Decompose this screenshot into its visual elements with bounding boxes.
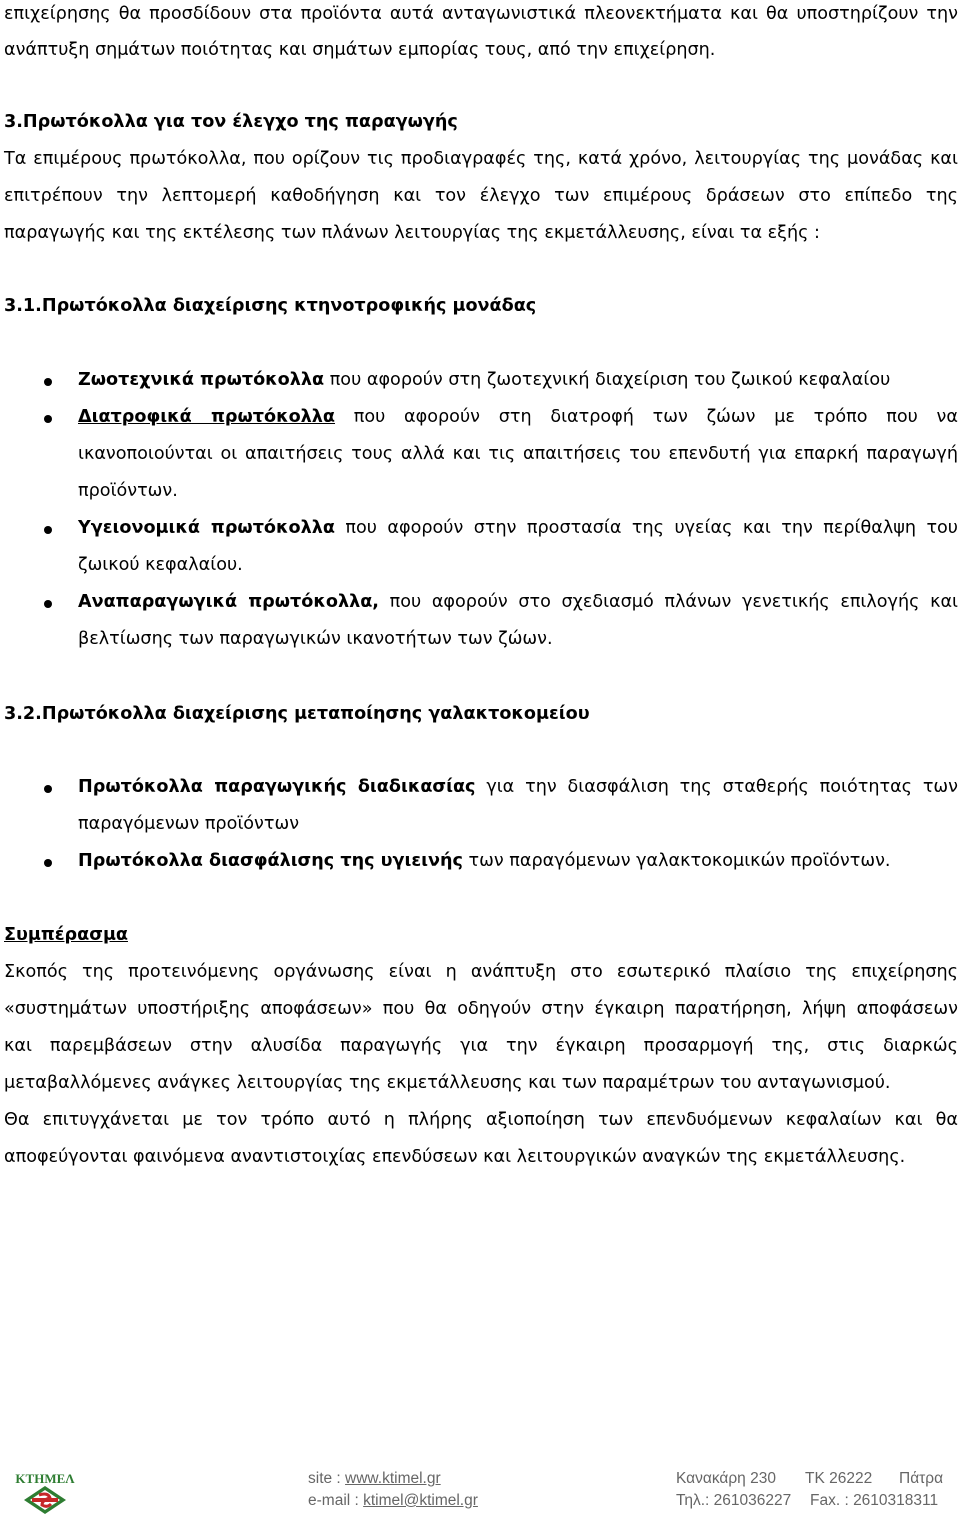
list-item (78, 407, 958, 427)
bullet-icon (44, 526, 52, 534)
section-3-heading: 3.Πρωτόκολλα για τον έλεγχο της παραγωγής (4, 112, 458, 132)
list-item-title: Υγειονομικά πρωτόκολλα (78, 518, 335, 538)
list-item-title: Πρωτόκολλα παραγωγικής διαδικασίας (78, 777, 476, 797)
section-3-1-heading: 3.1.Πρωτόκολλα διαχείρισης κτηνοτροφικής μονάδας (4, 296, 537, 316)
list-item (78, 518, 958, 538)
list-item-title: Ζωοτεχνικά πρωτόκολλα (78, 370, 325, 390)
conclusion-p1-line-3: και παρεμβάσεων στην αλυσίδα παραγωγής για την έγκαιρη προσαρμογή της, στις διαρκώς (4, 1036, 958, 1056)
conclusion-p1-line-4: μεταβαλλόμενες ανάγκες λειτουργίας της εκμετάλλευσης και των παραμέτρων του ανταγωνισμού. (4, 1073, 891, 1093)
list-item-text: των παραγόμενων γαλακτοκομικών προϊόντων. (462, 851, 891, 871)
conclusion-p2-line-1: Θα επιτυγχάνεται με τον τρόπο αυτό η πλήρης αξιοποίηση των επενδυόμενων κεφαλαίων και θα (4, 1110, 958, 1130)
list-item (78, 370, 958, 390)
list-item-title: Αναπαραγωγικά πρωτόκολλα, (78, 592, 379, 612)
footer-fax: Fax. : 2610318311 (810, 1492, 939, 1509)
conclusion-heading-text: Συμπέρασμα (4, 925, 128, 945)
list-item-line-2: ζωικού κεφαλαίου. (78, 555, 243, 575)
conclusion-p2-line-2: αποφεύγονται φαινόμενα αναντιστοιχίας επενδύσεων και λειτουργικών αναγκών της εκμετάλλευσης. (4, 1147, 906, 1167)
intro-line-1: επιχείρησης θα προσδίδουν στα προϊόντα αυτά ανταγωνιστικά πλεονεκτήματα και θα υποστηρίζουν την (4, 4, 958, 24)
bullet-icon (44, 785, 52, 793)
conclusion-p1-line-1: Σκοπός της προτεινόμενης οργάνωσης είναι η ανάπτυξη στο εσωτερικό πλαίσιο της επιχείρησης (4, 962, 958, 982)
list-item-text: που αφορούν στη διατροφή των ζώων με τρόπο που να (335, 407, 958, 427)
bullet-icon (44, 600, 52, 608)
bullet-icon (44, 415, 52, 423)
footer-address-city: Πάτρα (899, 1470, 944, 1487)
list-item-text: που αφορούν στη ζωοτεχνική διαχείριση του ζωικού κεφαλαίου (324, 370, 891, 390)
section-3-2-heading-text: 3.2.Πρωτόκολλα διαχείρισης μεταποίησης γαλακτοκομείου (4, 704, 590, 724)
list-item (78, 777, 958, 797)
footer-phone: Τηλ.: 261036227 (676, 1492, 792, 1509)
ktimel-logo (12, 1468, 78, 1516)
section-3-line-3: παραγωγής και της εκτέλεσης των πλάνων λειτουργίας της εκμετάλλευσης, είναι τα εξής : (4, 223, 820, 243)
footer-address-street: Κανακάρη 230 (676, 1470, 776, 1487)
section-3-line-2: επιτρέπουν την λεπτομερή καθοδήγηση και τον έλεγχο των επιμέρους δράσεων στο επίπεδο της (4, 186, 958, 206)
list-item-text: για την διασφάλιση της σταθερής ποιότητας των (475, 777, 958, 797)
footer-site: site : www.ktimel.gr (308, 1470, 441, 1487)
logo-text: ΚΤΗΜΕΛ (15, 1471, 75, 1486)
page-footer (0, 1462, 960, 1516)
list-item-line-2: παραγόμενων προϊόντων (78, 814, 300, 834)
list-item (78, 592, 958, 612)
site-link[interactable]: www.ktimel.gr (345, 1470, 441, 1487)
bullet-icon (44, 378, 52, 386)
conclusion-heading (4, 925, 958, 945)
list-item-line-3: προϊόντων. (78, 481, 178, 501)
section-3-line-1: Τα επιμέρους πρωτόκολλα, που ορίζουν τις προδιαγραφές της, κατά χρόνο, λειτουργίας της μονάδας και (4, 149, 958, 169)
list-item-line-2: βελτίωσης των παραγωγικών ικανοτήτων των ζώων. (78, 629, 553, 649)
email-link[interactable]: ktimel@ktimel.gr (363, 1492, 478, 1509)
list-item-line-2: ικανοποιούνται οι απαιτήσεις τους αλλά και τις απαιτήσεις του επενδυτή για επαρκή παραγωγή (78, 444, 958, 464)
list-item (78, 851, 958, 871)
conclusion-p1-line-2: «συστημάτων υποστήριξης αποφάσεων» που θα οδηγούν στην έγκαιρη παρατήρηση, λήψη αποφάσεων (4, 999, 958, 1019)
footer-email: e-mail : ktimel@ktimel.gr (308, 1492, 478, 1509)
intro-line-2: ανάπτυξη σημάτων ποιότητας και σημάτων εμπορίας τους, από την επιχείρηση. (4, 40, 716, 60)
section-3-2-heading (4, 704, 958, 724)
footer-address-zip: ΤΚ 26222 (805, 1470, 873, 1487)
list-item-title: Πρωτόκολλα διασφάλισης της υγιεινής (78, 851, 463, 871)
list-item-title: Διατροφικά πρωτόκολλα (78, 407, 336, 427)
bullet-icon (44, 859, 52, 867)
list-item-text: που αφορούν στην προστασία της υγείας και την περίθαλψη του (334, 518, 958, 538)
list-item-text: που αφορούν στο σχεδιασμό πλάνων γενετικής επιλογής και (379, 592, 958, 612)
